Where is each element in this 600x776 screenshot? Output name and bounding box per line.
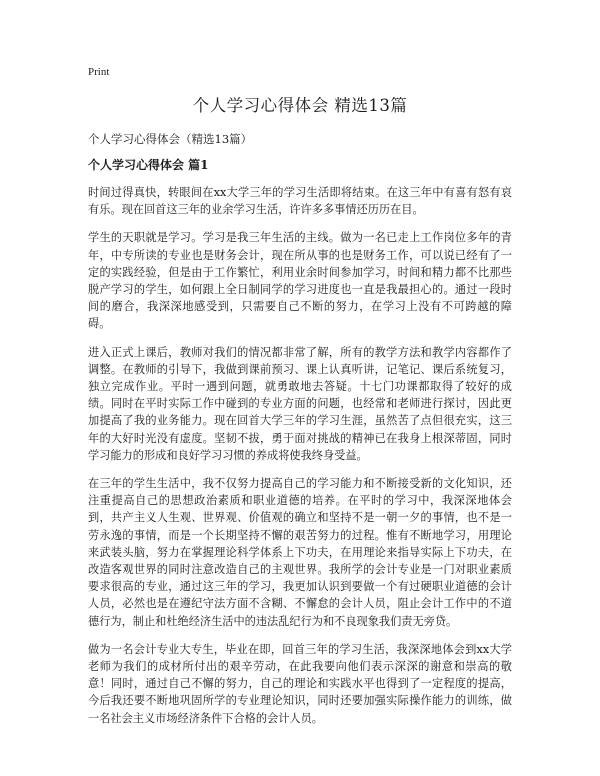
paragraph: 时间过得真快，转眼间在xx大学三年的学习生活即将结束。在这三年中有喜有怒有哀有乐。现在回首这三年的业余学习生活，许许多多事情还历历在目。 (88, 186, 512, 217)
paragraph: 学生的天职就是学习。学习是我三年生活的主线。做为一名已走上工作岗位多年的青年，中专所读的专业也是财务会计，现在所从事的也是财务工作，可以说已经有了一定的实践经验，但是由于工作繁忙，利用业余时间参加学习，时间和精力都不比那些脱产学习的学生，如何跟上全日制同学的学习进度也一直是我最担心的。通过一段时间的磨合，我深深地感受到，只需要自己不断的努力，在学习上没有不可跨越的障碍。 (88, 231, 512, 331)
paragraph: 做为一名会计专业大专生，毕业在即，回首三年的学习生活，我深深地体会到xx大学老师为我们的成材所付出的艰辛劳动，在此我要向他们表示深深的谢意和崇高的敬意！同时，通过自己不懈的努力，自己的理论和实践水平也得到了一定程度的提高，今后我还要不断地巩固所学的专业理论知识，同时还要加强实际操作能力的训练，做一名社会主义市场经济条件下合格的会计人员。 (88, 642, 512, 725)
document-subtitle: 个人学习心得体会（精选13篇） (88, 132, 253, 146)
paragraph: 在三年的学生生活中，我不仅努力提高自己的学习能力和不断接受新的文化知识，还注重提高自己的思想政治素质和职业道德的培养。在平时的学习中，我深深地体会到，共产主义人生观、世界观、价值观的确立和坚持不是一朝一夕的事情，也不是一劳永逸的事情，而是一个长期坚持不懈的艰苦努力的过程。惟有不断地学习，用理论来武装头脑，努力在掌握理论科学体系上下功夫，在用理论来指导实际上下功夫，在改造客观世界的同时注意改造自己的主观世界。我所学的会计专业是一门对职业素质要求很高的专业，通过这三年的学习，我更加认识到要做一个有过硬职业道德的会计人员，必然也是在遵纪守法方面不含糊、不懈怠的会计人员，阻止会计工作中的不道德行为，制止和杜绝经济生活中的违法乱纪行为和不良现象我们责无旁贷。 (88, 477, 512, 628)
section-heading: 个人学习心得体会 篇1 (88, 158, 209, 172)
document-title: 个人学习心得体会 精选13篇 (192, 96, 408, 115)
paragraph: 进入正式上课后，教师对我们的情况都非常了解，所有的教学方法和教学内容都作了调整。在教师的引导下，我做到课前预习、课上认真听讲，记笔记、课后系统复习，独立完成作业。平时一遇到问题，就勇敢地去答疑。十七门功课都取得了较好的成绩。同时在平时实际工作中碰到的专业方面的问题，也经常和老师进行探讨，因此更加提高了我的业务能力。现在回首大学三年的学习生涯，虽然苦了点但很充实，这三年的大好时光没有虚度。坚韧不拔，勇于面对挑战的精神已在我身上根深蒂固，同时学习能力的形成和良好学习习惯的养成将使我终身受益。 (88, 345, 512, 462)
document-page (88, 66, 512, 738)
print-label: Print (88, 66, 110, 78)
